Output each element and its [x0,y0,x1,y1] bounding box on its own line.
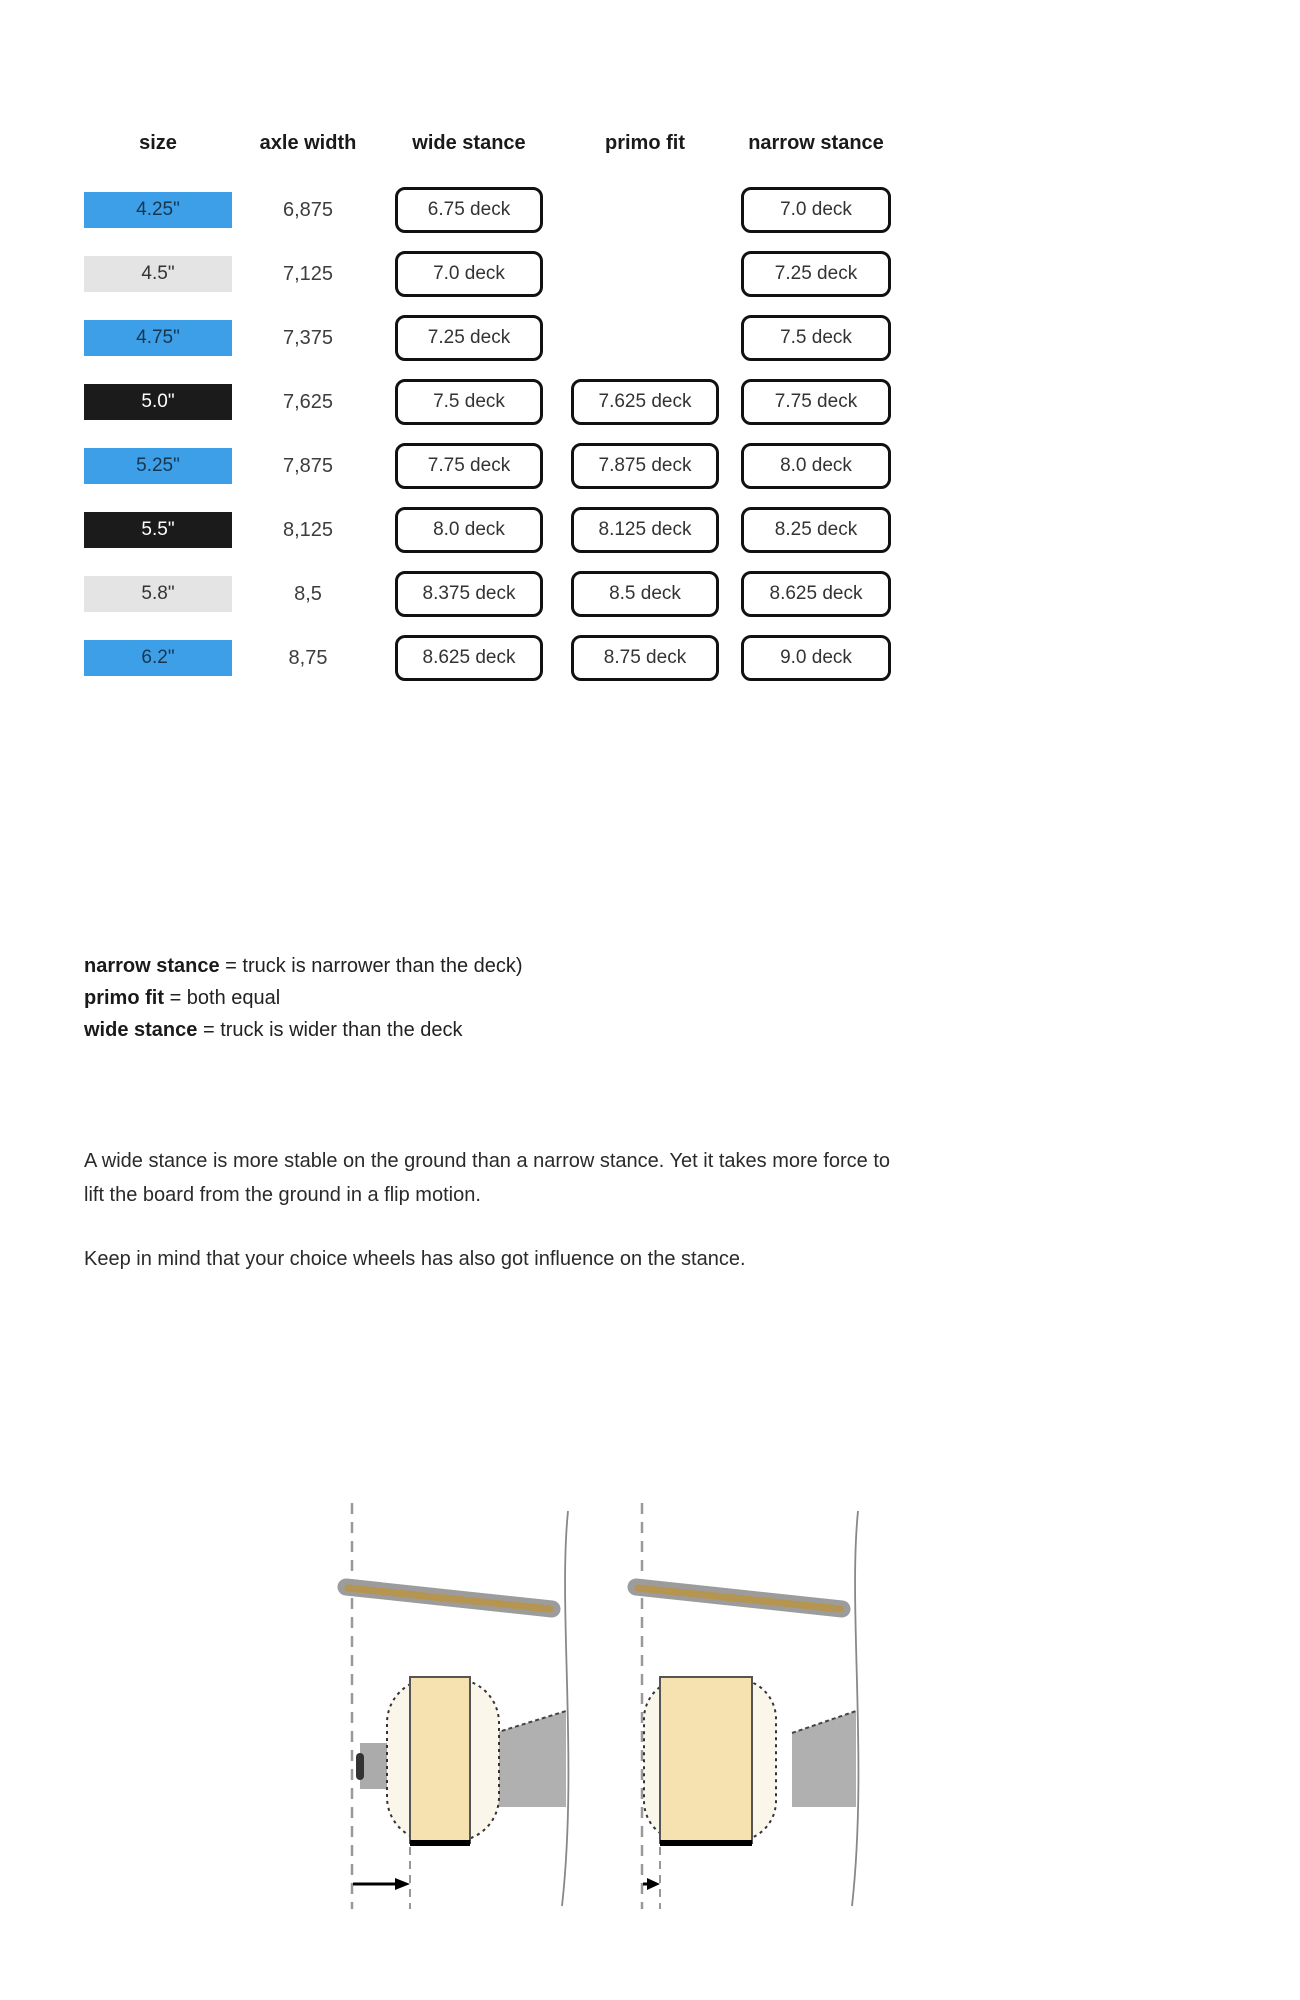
narrow-stance-diagram [620,1501,880,1911]
paragraph-wheels-note: Keep in mind that your choice wheels has also got influence on the stance. [84,1248,746,1270]
primo-fit-box: 7.625 deck [571,379,719,425]
legend-term: narrow stance [84,955,220,977]
axle-width-value: 7,125 [282,262,334,285]
legend-narrow-stance [84,950,1300,982]
narrow-stance-box: 8.25 deck [741,507,891,553]
table-row [84,306,896,370]
axle-width-value: 7,625 [282,390,334,413]
axle-width-value: 8,75 [288,646,328,669]
paragraph-stability: A wide stance is more stable on the ground than a narrow stance. Yet it takes more force to lift the board from the ground in a flip motion. [84,1150,891,1206]
wide-stance-box: 8.625 deck [395,635,543,681]
size-cell: 4.75" [84,320,232,356]
header-size: size [139,131,177,154]
narrow-stance-box: 7.5 deck [741,315,891,361]
primo-fit-box: 8.5 deck [571,571,719,617]
narrow-stance-box: 7.25 deck [741,251,891,297]
wide-stance-box: 6.75 deck [395,187,543,233]
narrow-stance-box: 8.0 deck [741,443,891,489]
axle-width-value: 7,875 [282,454,334,477]
header-primo-fit: primo fit [605,131,685,154]
table-row [84,434,896,498]
stance-legend [84,950,1300,1046]
axle-width-value: 6,875 [282,198,334,221]
narrow-stance-box: 7.0 deck [741,187,891,233]
table-row [84,562,896,626]
axle-width-value: 8,125 [282,518,334,541]
size-cell: 4.25" [84,192,232,228]
axle-width-value: 8,5 [294,582,322,605]
header-wide-stance: wide stance [412,131,526,154]
primo-fit-box: 8.75 deck [571,635,719,681]
legend-term: primo fit [84,987,164,1009]
table-row [84,370,896,434]
narrow-stance-box: 9.0 deck [741,635,891,681]
primo-fit-box: 7.875 deck [571,443,719,489]
size-cell: 5.0" [84,384,232,420]
size-cell: 4.5" [84,256,232,292]
legend-wide-stance [84,1014,1300,1046]
legend-definition: = both equal [169,987,281,1009]
wide-stance-diagram [330,1501,590,1911]
legend-primo-fit [84,982,1300,1014]
legend-term: wide stance [84,1019,198,1041]
narrow-stance-box: 7.75 deck [741,379,891,425]
legend-definition: = truck is wider than the deck [202,1019,463,1041]
narrow-stance-box: 8.625 deck [741,571,891,617]
table-row [84,242,896,306]
truck-size-table [84,130,896,690]
table-row [84,178,896,242]
wide-stance-box: 8.375 deck [395,571,543,617]
table-body [84,178,896,690]
size-cell: 5.5" [84,512,232,548]
axle-width-value: 7,375 [282,326,334,349]
wide-stance-box: 8.0 deck [395,507,543,553]
wide-stance-box: 7.75 deck [395,443,543,489]
table-header-row [84,130,896,156]
size-cell: 5.25" [84,448,232,484]
header-narrow-stance: narrow stance [748,131,884,154]
size-cell: 6.2" [84,640,232,676]
table-row [84,498,896,562]
size-cell: 5.8" [84,576,232,612]
primo-fit-box: 8.125 deck [571,507,719,553]
stance-illustration [330,1501,930,1911]
wide-stance-box: 7.5 deck [395,379,543,425]
table-row [84,626,896,690]
wide-stance-box: 7.0 deck [395,251,543,297]
wide-stance-box: 7.25 deck [395,315,543,361]
legend-definition: = truck is narrower than the deck) [225,955,523,977]
header-axle-width: axle width [259,131,357,154]
